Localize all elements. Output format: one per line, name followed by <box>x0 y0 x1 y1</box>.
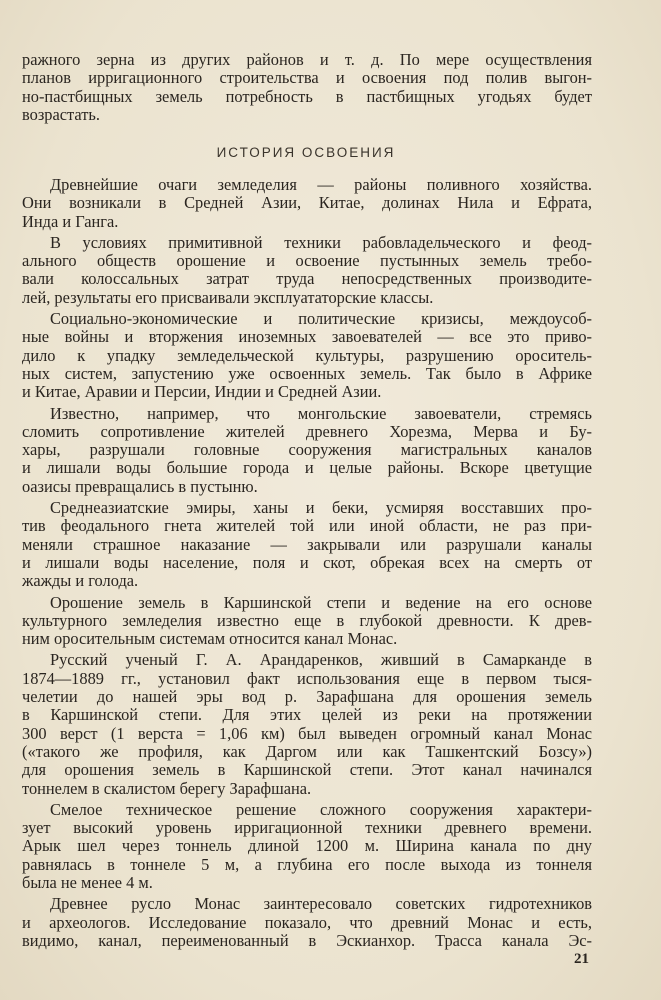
paragraph <box>22 594 592 649</box>
paragraph <box>22 405 592 496</box>
paragraph <box>22 499 592 590</box>
text-line: хары, разрушали головные сооружения магистральных каналов <box>22 440 592 460</box>
paragraph <box>22 801 592 892</box>
paragraph <box>22 895 592 950</box>
text-line: тоннелем в скалистом берегу Зарафшана. <box>22 778 312 798</box>
text-line: вали колоссальных затрат труда непосредственных производите- <box>22 269 592 289</box>
intro-line: ражного зерна из других районов и т. д. По мере осуществления <box>22 50 592 69</box>
text-line: В условиях примитивной техники рабовладельческого и феод- <box>50 232 592 252</box>
text-line: 1874—1889 гг., установил факт использования еще в первом тыся- <box>22 668 592 688</box>
text-line: ального обществ орошение и освоение пустынных земель требо- <box>22 251 592 271</box>
paragraph <box>22 234 592 307</box>
text-line: и археологов. Исследование показало, что древний Монас и есть, <box>22 912 592 932</box>
text-line: была не менее 4 м. <box>22 872 153 892</box>
text-line: Инда и Ганга. <box>22 211 119 231</box>
text-line: дило к упадку земледельческой культуры, разрушению ороситель- <box>22 345 592 365</box>
text-line: Арык шел через тоннель длиной 1200 м. Ширина канала по дну <box>22 836 592 856</box>
text-line: Они возникали в Средней Азии, Китае, долинах Нила и Ефрата, <box>22 193 592 213</box>
text-line: и лишали воды большие города и целые районы. Вскоре цветущие <box>22 458 592 478</box>
text-line: ных систем, запустению уже освоенных земель. Так было в Африке <box>22 363 592 383</box>
intro-text <box>22 51 592 124</box>
paragraph <box>22 310 592 401</box>
text-line: для орошения земель в Каршинской степи. Этот канал начинался <box>22 760 592 780</box>
intro-line: возрастать. <box>22 104 100 124</box>
text-line: Социально-экономические и политические кризисы, междоусоб- <box>50 309 592 329</box>
page-number: 21 <box>574 951 589 967</box>
text-line: Древнее русло Монас заинтересовало советских гидротехников <box>50 894 592 914</box>
body-text <box>22 176 592 950</box>
intro-line: но-пастбищных земель потребность в пастбищных угодьях будет <box>22 86 592 106</box>
text-line: ним оросительным системам относится канал Монас. <box>22 629 398 649</box>
text-line: видимо, канал, переименованный в Эскианхор. Трасса канала Эс- <box>22 930 592 950</box>
text-line: Среднеазиатские эмиры, ханы и беки, усмиряя восставших про- <box>50 498 592 518</box>
text-line: сломить сопротивление жителей древнего Хорезма, Мерва и Бу- <box>22 421 592 441</box>
section-heading: ИСТОРИЯ ОСВОЕНИЯ <box>216 145 396 160</box>
text-line: зует высокий уровень ирригационной техники древнего времени. <box>22 818 592 838</box>
text-line: 300 верст (1 верста = 1,06 км) был выведен огромный канал Монас <box>22 723 592 743</box>
text-line: Смелое техническое решение сложного сооружения характери- <box>50 799 592 819</box>
text-line: ные войны и вторжения иноземных завоевателей — все это приво- <box>22 327 592 347</box>
text-line: Древнейшие очаги земледелия — районы поливного хозяйства. <box>50 175 592 194</box>
text-line: жажды и голода. <box>22 571 139 591</box>
text-line: Известно, например, что монгольские завоеватели, стремясь <box>50 403 592 423</box>
text-line: меняли страшное наказание — закрывали или разрушали каналы <box>22 534 592 554</box>
text-line: и лишали воды население, поля и скот, обрекая всех на смерть от <box>22 552 592 572</box>
text-line: лей, результаты его присваивали эксплуататорские классы. <box>22 287 434 307</box>
text-line: челетии до нашей эры вод р. Зарафшана для орошения земель <box>22 687 592 707</box>
text-line: культурного земледелия известно еще в глубокой древности. К древ- <box>22 610 592 630</box>
paragraph <box>22 176 592 231</box>
text-line: оазисы превращались в пустыню. <box>22 476 258 496</box>
text-line: («такого же профиля, как Даргом или как Ташкентский Бозсу») <box>22 741 592 761</box>
text-line: в Каршинской степи. Для этих целей из реки на протяжении <box>22 705 592 725</box>
text-line: тив феодального гнета жителей той или иной области, не раз при- <box>22 516 592 536</box>
text-line: Русский ученый Г. А. Арандаренков, живший в Самарканде в <box>50 650 592 670</box>
text-line: равнялась в тоннеле 5 м, а глубина его после выхода из тоннеля <box>22 854 592 874</box>
intro-line: планов ирригационного строительства и освоения под полив выгон- <box>22 68 592 88</box>
text-line: и Китае, Аравии и Персии, Индии и Средней Азии. <box>22 382 382 402</box>
text-line: Орошение земель в Каршинской степи и ведение на его основе <box>50 592 592 612</box>
paragraph <box>22 651 592 797</box>
